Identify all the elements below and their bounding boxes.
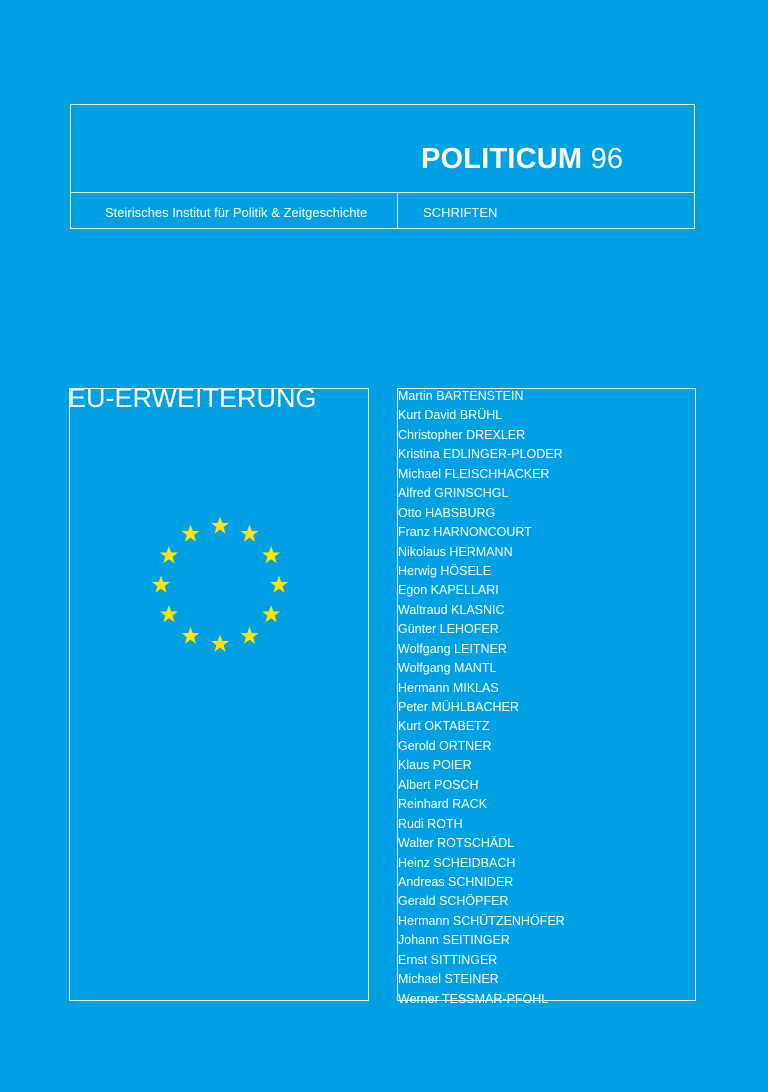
author-item: Hermann MIKLAS bbox=[398, 680, 499, 695]
star-icon bbox=[160, 546, 178, 563]
star-icon bbox=[181, 524, 199, 541]
author-item: Egon KAPELLARI bbox=[398, 583, 499, 598]
eu-stars-icon bbox=[150, 515, 290, 655]
star-icon bbox=[240, 524, 258, 541]
author-item: Kurt OKTABETZ bbox=[398, 719, 490, 734]
header-divider bbox=[71, 192, 694, 193]
author-item: Peter MÜHLBACHER bbox=[398, 700, 519, 714]
author-item: Werner TESSMAR-PFOHL bbox=[398, 991, 549, 1006]
author-item: Gerald SCHÖPFER bbox=[398, 894, 509, 909]
author-item: Otto HABSBURG bbox=[398, 505, 496, 520]
author-item: Michael FLEISCHHACKER bbox=[398, 466, 550, 481]
author-item: Hermann SCHÜTZENHÖFER bbox=[398, 913, 565, 928]
author-item: Albert POSCH bbox=[398, 777, 479, 792]
author-item: Andreas SCHNIDER bbox=[398, 874, 514, 889]
author-item: Johann SEITINGER bbox=[398, 933, 510, 948]
star-icon bbox=[262, 605, 280, 622]
authors-list bbox=[398, 387, 565, 1009]
star-icon bbox=[211, 517, 229, 534]
author-item: Walter ROTSCHÄDL bbox=[398, 836, 515, 851]
star-icon bbox=[152, 576, 170, 593]
category-label: SCHRIFTEN bbox=[423, 205, 498, 220]
star-icon bbox=[262, 546, 280, 563]
author-item: Waltraud KLASNIC bbox=[398, 602, 505, 617]
series-title bbox=[421, 143, 623, 176]
star-icon bbox=[160, 605, 178, 622]
author-item: Kristina EDLINGER-PLODER bbox=[398, 447, 563, 462]
title-panel bbox=[68, 383, 369, 1001]
star-icon bbox=[211, 635, 229, 652]
author-item: Nikolaus HERMANN bbox=[398, 544, 513, 559]
author-item: Kurt David BRÜHL bbox=[398, 408, 503, 423]
book-title: EU-ERWEITERUNG bbox=[68, 383, 317, 413]
header-panel bbox=[70, 104, 695, 229]
series-number: 96 bbox=[590, 143, 624, 175]
author-item: Reinhard RACK bbox=[398, 797, 487, 812]
author-item: Wolfgang MANTL bbox=[398, 661, 497, 676]
author-item: Franz HARNONCOURT bbox=[398, 525, 532, 540]
author-item: Alfred GRINSCHGL bbox=[398, 486, 509, 501]
author-item: Rudi ROTH bbox=[398, 816, 463, 831]
authors-panel bbox=[397, 388, 696, 1006]
star-icon bbox=[240, 627, 258, 644]
author-item: Günter LEHOFER bbox=[398, 622, 499, 637]
star-icon bbox=[270, 576, 288, 593]
author-item: Klaus POIER bbox=[398, 758, 472, 773]
author-item: Herwig HÖSELE bbox=[398, 563, 492, 578]
author-item: Wolfgang LEITNER bbox=[398, 641, 507, 656]
series-brand: POLITICUM bbox=[421, 143, 583, 175]
star-icon bbox=[181, 627, 199, 644]
author-item: Christopher DREXLER bbox=[398, 427, 526, 442]
header-column-divider bbox=[397, 192, 398, 228]
author-item: Heinz SCHEIDBACH bbox=[398, 855, 516, 870]
author-item: Ernst SITTINGER bbox=[398, 952, 498, 967]
author-item: Gerold ORTNER bbox=[398, 738, 492, 753]
author-item: Michael STEINER bbox=[398, 972, 499, 987]
institute-name: Steirisches Institut für Politik & Zeitgeschichte bbox=[105, 205, 368, 220]
author-item: Martin BARTENSTEIN bbox=[398, 389, 524, 403]
